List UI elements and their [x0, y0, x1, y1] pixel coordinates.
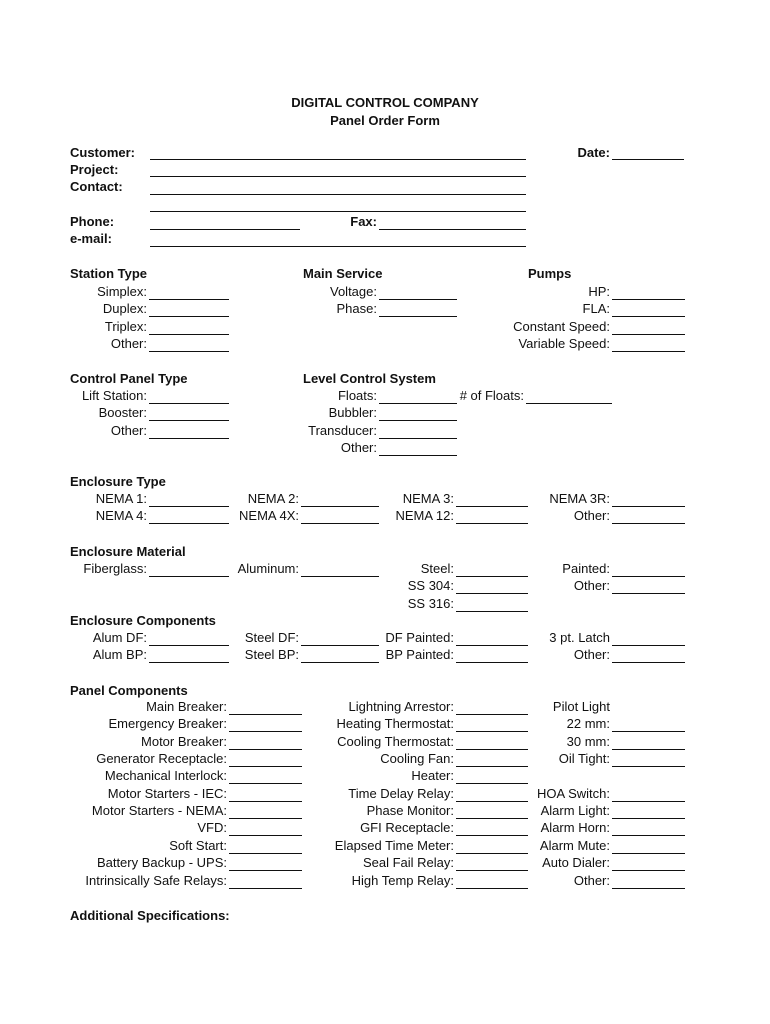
enclosure-material-col3-0-label: Steel: [420, 561, 454, 576]
main-service-items-0-field[interactable] [379, 299, 457, 300]
panel-components-col3-10-field[interactable] [612, 888, 685, 889]
enclosure-material-col3-2-field[interactable] [456, 611, 528, 612]
enclosure-components-heading: Enclosure Components [70, 613, 216, 628]
enclosure-material-col2-0-field[interactable] [301, 576, 379, 577]
panel-components-col2-8-label: Elapsed Time Meter: [334, 837, 454, 853]
enclosure-components-col4-1-label: Other: [573, 647, 610, 663]
pumps-items-2-label: Constant Speed: [513, 318, 610, 334]
enclosure-type-col3-0-label: NEMA 3: [402, 491, 454, 506]
panel-components-col1-5-label: Motor Starters - IEC: [107, 785, 227, 801]
station-type-items-2-label: Triplex: [104, 318, 147, 334]
panel-components-col3-7-label: Alarm Horn: [540, 820, 610, 836]
panel-components-col1-10-label: Intrinsically Safe Relays: [85, 872, 227, 888]
additional-specifications-heading: Additional Specifications: [70, 908, 230, 923]
enclosure-material-col4-0-field[interactable] [612, 576, 685, 577]
enclosure-material-col3-2-label: SS 316: [407, 595, 454, 611]
panel-components-col2-2-label: Cooling Thermostat: [337, 733, 454, 749]
enclosure-components-col2-1-field[interactable] [301, 662, 379, 663]
customer-label: Customer: [70, 145, 136, 160]
num-floats-field[interactable] [526, 403, 612, 404]
panel-components-col1-1-field[interactable] [229, 731, 302, 732]
enclosure-components-col3-0-label: DF Painted: [385, 630, 454, 645]
level-control-items-1-label: Bubbler: [328, 405, 377, 421]
control-panel-type-items-0-label: Lift Station: [81, 388, 147, 403]
enclosure-type-col2-0-label: NEMA 2: [247, 491, 299, 506]
enclosure-type-col2-1-label: NEMA 4X: [239, 508, 299, 524]
panel-components-col2-1-label: Heating Thermostat: [336, 716, 454, 732]
enclosure-material-col1-0-label: Fiberglass: [83, 561, 147, 576]
panel-components-col2-7-label: GFI Receptacle: [360, 820, 454, 836]
enclosure-type-heading: Enclosure Type [70, 474, 166, 489]
panel-components-col1-0-label: Main Breaker: [146, 699, 227, 714]
enclosure-components-col3-0-field[interactable] [456, 645, 528, 646]
panel-components-col1-7-label: VFD: [197, 820, 227, 836]
main-service-items-1-field[interactable] [379, 316, 457, 317]
station-type-items-1-label: Duplex: [102, 301, 147, 317]
contact-field-2[interactable] [150, 211, 526, 212]
pumps-items-0-field[interactable] [612, 299, 685, 300]
enclosure-components-col2-1-label: Steel BP: [244, 647, 299, 663]
panel-components-col1-4-field[interactable] [229, 783, 302, 784]
enclosure-type-col4-1-label: Other: [573, 508, 610, 524]
enclosure-material-col3-1-field[interactable] [456, 593, 528, 594]
panel-components-col2-5-label: Time Delay Relay: [348, 785, 454, 801]
enclosure-material-col4-0-label: Painted: [562, 561, 610, 576]
enclosure-components-col1-1-field[interactable] [149, 662, 229, 663]
panel-components-col1-2-field[interactable] [229, 749, 302, 750]
station-type-items-0-field[interactable] [149, 299, 229, 300]
level-control-items-3-field[interactable] [379, 455, 457, 456]
pumps-items-0-label: HP: [588, 284, 610, 299]
panel-components-col1-6-field[interactable] [229, 818, 302, 819]
panel-components-col1-0-field[interactable] [229, 714, 302, 715]
pumps-items-3-label: Variable Speed: [518, 336, 610, 352]
station-type-items-0-label: Simplex: [97, 284, 147, 299]
enclosure-type-col3-1-field[interactable] [456, 523, 528, 524]
panel-components-col1-8-field[interactable] [229, 853, 302, 854]
enclosure-material-col2-0-label: Aluminum: [237, 561, 299, 576]
panel-components-col1-3-label: Generator Receptacle: [96, 751, 227, 767]
control-panel-type-heading: Control Panel Type [70, 371, 188, 386]
pumps-heading: Pumps [528, 266, 572, 281]
enclosure-type-col4-0-field[interactable] [612, 506, 685, 507]
station-type-items-1-field[interactable] [149, 316, 229, 317]
panel-components-col3-8-field[interactable] [612, 853, 685, 854]
enclosure-type-col3-0-field[interactable] [456, 506, 528, 507]
panel-components-col3-6-field[interactable] [612, 818, 685, 819]
panel-components-col2-6-field[interactable] [456, 818, 528, 819]
panel-components-col1-4-label: Mechanical Interlock: [104, 768, 227, 784]
panel-components-col2-9-field[interactable] [456, 870, 528, 871]
control-panel-type-items-2-field[interactable] [149, 438, 229, 439]
pumps-items-3-field[interactable] [612, 351, 685, 352]
enclosure-components-col1-1-label: Alum BP: [92, 647, 147, 663]
panel-components-col2-10-label: High Temp Relay: [351, 872, 454, 888]
panel-components-col2-7-field[interactable] [456, 835, 528, 836]
panel-components-col3-7-field[interactable] [612, 835, 685, 836]
panel-components-col2-4-label: Heater: [411, 768, 454, 784]
pumps-items-1-label: FLA: [582, 301, 610, 317]
panel-components-col1-3-field[interactable] [229, 766, 302, 767]
control-panel-type-items-1-label: Booster: [98, 405, 147, 421]
main-service-items-1-label: Phase: [336, 301, 377, 317]
panel-components-col2-9-label: Seal Fail Relay: [362, 855, 454, 871]
panel-components-col3-10-label: Other: [573, 872, 610, 888]
enclosure-material-col4-1-label: Other: [573, 578, 610, 594]
panel-components-heading: Panel Components [70, 683, 188, 698]
company-name: DIGITAL CONTROL COMPANY [291, 95, 479, 110]
level-control-heading: Level Control System [303, 371, 436, 386]
level-control-items-2-field[interactable] [379, 438, 457, 439]
phone-field[interactable] [150, 229, 300, 230]
project-label: Project: [70, 162, 119, 177]
panel-components-col3-1-field[interactable] [612, 731, 685, 732]
enclosure-type-col1-0-field[interactable] [149, 506, 229, 507]
panel-components-col2-3-field[interactable] [456, 766, 528, 767]
panel-components-col3-0-label: Pilot Light [552, 699, 610, 714]
project-field[interactable] [150, 176, 526, 177]
panel-components-col3-5-label: HOA Switch: [537, 785, 610, 801]
enclosure-type-col1-1-label: NEMA 4: [95, 508, 147, 524]
level-control-items-2-label: Transducer: [308, 422, 377, 438]
panel-components-col2-3-label: Cooling Fan: [380, 751, 454, 767]
panel-components-col1-10-field[interactable] [229, 888, 302, 889]
panel-components-col2-0-label: Lightning Arrestor: [348, 699, 454, 714]
enclosure-material-col3-1-label: SS 304: [407, 578, 454, 594]
date-label: Date: [577, 145, 610, 160]
enclosure-components-col1-0-label: Alum DF: [92, 630, 147, 645]
enclosure-components-col1-0-field[interactable] [149, 645, 229, 646]
panel-components-col2-5-field[interactable] [456, 801, 528, 802]
panel-components-col2-4-field[interactable] [456, 783, 528, 784]
date-field[interactable] [612, 159, 684, 160]
form-title: Panel Order Form [330, 113, 440, 128]
enclosure-components-col3-1-label: BP Painted: [385, 647, 454, 663]
email-field[interactable] [150, 246, 526, 247]
panel-components-col3-8-label: Alarm Mute: [539, 837, 610, 853]
enclosure-components-col4-1-field[interactable] [612, 662, 685, 663]
panel-components-col2-6-label: Phase Monitor: [366, 803, 454, 819]
pumps-items-2-field[interactable] [612, 334, 685, 335]
customer-field[interactable] [150, 159, 526, 160]
enclosure-components-col4-0-label: 3 pt. Latch [549, 630, 610, 645]
station-type-heading: Station Type [70, 266, 148, 281]
control-panel-type-items-0-field[interactable] [149, 403, 229, 404]
contact-field[interactable] [150, 194, 526, 195]
panel-components-col1-1-label: Emergency Breaker: [108, 716, 227, 732]
panel-components-col1-2-label: Motor Breaker: [141, 733, 227, 749]
panel-components-col3-1-label: 22 mm: [566, 716, 610, 732]
panel-components-col1-7-field[interactable] [229, 835, 302, 836]
enclosure-components-col4-0-field[interactable] [612, 645, 685, 646]
level-control-items-0-field[interactable] [379, 403, 457, 404]
control-panel-type-items-2-label: Other: [110, 422, 147, 438]
level-control-items-3-label: Other: [340, 440, 377, 456]
email-label: e-mail: [70, 231, 112, 246]
control-panel-type-items-1-field[interactable] [149, 420, 229, 421]
enclosure-type-col3-1-label: NEMA 12: [395, 508, 454, 524]
panel-components-col1-5-field[interactable] [229, 801, 302, 802]
main-service-items-0-label: Voltage: [330, 284, 377, 299]
panel-components-col1-9-label: Battery Backup - UPS: [96, 855, 227, 871]
station-type-items-2-field[interactable] [149, 334, 229, 335]
panel-components-col2-8-field[interactable] [456, 853, 528, 854]
enclosure-components-col2-0-label: Steel DF: [244, 630, 299, 645]
phone-label: Phone: [70, 214, 115, 229]
enclosure-type-col4-1-field[interactable] [612, 523, 685, 524]
enclosure-type-col4-0-label: NEMA 3R: [549, 491, 610, 506]
enclosure-material-col3-0-field[interactable] [456, 576, 528, 577]
panel-components-col1-6-label: Motor Starters - NEMA: [91, 803, 227, 819]
station-type-items-3-label: Other: [110, 336, 147, 352]
main-service-heading: Main Service [303, 266, 383, 281]
enclosure-components-col3-1-field[interactable] [456, 662, 528, 663]
enclosure-material-col1-0-field[interactable] [149, 576, 229, 577]
panel-components-col2-1-field[interactable] [456, 731, 528, 732]
fax-label: Fax: [350, 214, 377, 229]
level-control-items-1-field[interactable] [379, 420, 457, 421]
enclosure-material-col4-1-field[interactable] [612, 593, 685, 594]
panel-components-col3-6-label: Alarm Light: [540, 803, 610, 819]
panel-components-col2-0-field[interactable] [456, 714, 528, 715]
fax-field[interactable] [379, 229, 526, 230]
panel-components-col3-9-label: Auto Dialer: [542, 855, 610, 871]
enclosure-components-col2-0-field[interactable] [301, 645, 379, 646]
panel-components-col1-9-field[interactable] [229, 870, 302, 871]
panel-components-col1-8-label: Soft Start: [169, 837, 227, 853]
contact-label: Contact: [70, 179, 123, 194]
panel-components-col3-5-field[interactable] [612, 801, 685, 802]
panel-components-col3-2-field[interactable] [612, 749, 685, 750]
enclosure-type-col1-0-label: NEMA 1: [95, 491, 147, 506]
enclosure-type-col2-1-field[interactable] [301, 523, 379, 524]
enclosure-type-col1-1-field[interactable] [149, 523, 229, 524]
panel-components-col3-9-field[interactable] [612, 870, 685, 871]
level-control-items-0-label: Floats: [337, 388, 377, 403]
enclosure-type-col2-0-field[interactable] [301, 506, 379, 507]
num-floats-label: # of Floats: [459, 388, 524, 403]
panel-components-col2-2-field[interactable] [456, 749, 528, 750]
pumps-items-1-field[interactable] [612, 316, 685, 317]
panel-components-col3-3-field[interactable] [612, 766, 685, 767]
panel-components-col3-3-label: Oil Tight: [558, 751, 610, 767]
station-type-items-3-field[interactable] [149, 351, 229, 352]
panel-components-col2-10-field[interactable] [456, 888, 528, 889]
enclosure-material-heading: Enclosure Material [70, 544, 186, 559]
panel-components-col3-2-label: 30 mm: [566, 733, 610, 749]
